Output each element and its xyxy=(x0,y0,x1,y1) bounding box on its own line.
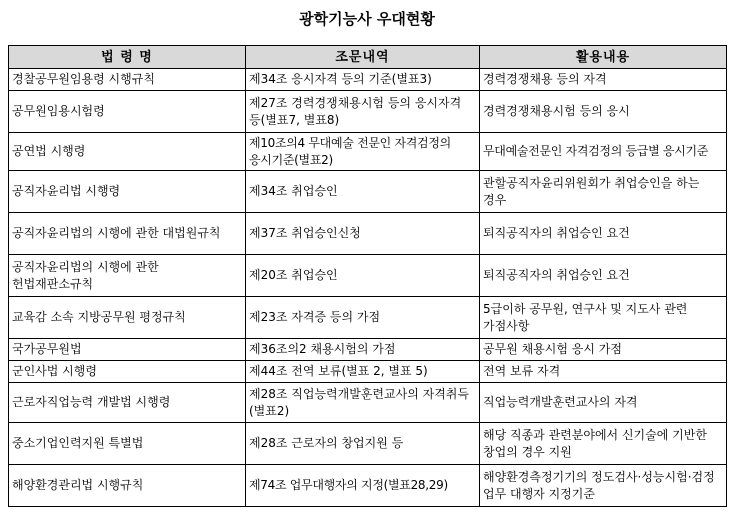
table-row xyxy=(9,297,727,339)
cell-usage: 공무원 채용시험 응시 가점 xyxy=(480,339,727,361)
cell-article: 제27조 경력경쟁채용시험 등의 응시자격 등(별표7, 별표8) xyxy=(246,91,480,133)
cell-article: 제34조 응시자격 등의 기준(별표3) xyxy=(246,69,480,91)
table-row xyxy=(9,213,727,255)
cell-article: 제34조 취업승인 xyxy=(246,171,480,213)
header-law-name: 법 령 명 xyxy=(9,46,246,69)
cell-article: 제10조의4 무대예술 전문인 자격검정의 응시기준(별표2) xyxy=(246,133,480,171)
cell-article: 제20조 취업승인 xyxy=(246,255,480,297)
cell-usage: 퇴직공직자의 취업승인 요건 xyxy=(480,213,727,255)
cell-article: 제28조 직업능력개발훈련교사의 자격취득(별표2) xyxy=(246,383,480,423)
cell-usage: 직업능력개발훈련교사의 자격 xyxy=(480,383,727,423)
cell-usage: 해양환경측정기기의 정도검사·성능시험·검정 업무 대행자 지정기준 xyxy=(480,465,727,507)
table-row xyxy=(9,171,727,213)
cell-usage: 경력경쟁채용시험 등의 응시 xyxy=(480,91,727,133)
cell-article: 제28조 근로자의 창업지원 등 xyxy=(246,423,480,465)
cell-usage: 퇴직공직자의 취업승인 요건 xyxy=(480,255,727,297)
cell-usage: 전역 보류 자격 xyxy=(480,361,727,383)
table-row xyxy=(9,339,727,361)
cell-law: 공직자윤리법의 시행에 관한 대법원규칙 xyxy=(9,213,246,255)
cell-article: 제37조 취업승인신청 xyxy=(246,213,480,255)
cell-usage: 경력경쟁채용 등의 자격 xyxy=(480,69,727,91)
cell-law: 공무원임용시험령 xyxy=(9,91,246,133)
table-row xyxy=(9,383,727,423)
table-row xyxy=(9,133,727,171)
cell-usage: 해당 직종과 관련분야에서 신기술에 기반한 창업의 경우 지원 xyxy=(480,423,727,465)
preference-table xyxy=(8,45,727,507)
cell-law: 공연법 시행령 xyxy=(9,133,246,171)
header-usage: 활용내용 xyxy=(480,46,727,69)
table-row xyxy=(9,69,727,91)
table-row xyxy=(9,361,727,383)
table-row xyxy=(9,255,727,297)
cell-law: 교육감 소속 지방공무원 평정규칙 xyxy=(9,297,246,339)
header-article: 조문내역 xyxy=(246,46,480,69)
page-title: 광학기능사 우대현황 xyxy=(299,10,435,28)
table-row xyxy=(9,423,727,465)
cell-article: 제44조 전역 보류(별표 2, 별표 5) xyxy=(246,361,480,383)
table-row xyxy=(9,91,727,133)
cell-law: 중소기업인력지원 특별법 xyxy=(9,423,246,465)
cell-law: 경찰공무원임용령 시행규칙 xyxy=(9,69,246,91)
cell-article: 제74조 업무대행자의 지정(별표28,29) xyxy=(246,465,480,507)
cell-usage: 5급이하 공무원, 연구사 및 지도사 관련 가점사항 xyxy=(480,297,727,339)
cell-law: 근로자직업능력 개발법 시행령 xyxy=(9,383,246,423)
cell-law: 공직자윤리법 시행령 xyxy=(9,171,246,213)
cell-law: 국가공무원법 xyxy=(9,339,246,361)
cell-article: 제36조의2 채용시험의 가점 xyxy=(246,339,480,361)
cell-law: 공직자윤리법의 시행에 관한 헌법재판소규칙 xyxy=(9,255,246,297)
table-header-row xyxy=(9,46,727,69)
cell-usage: 무대예술전문인 자격검정의 등급별 응시기준 xyxy=(480,133,727,171)
cell-usage: 관할공직자윤리위원회가 취업승인을 하는 경우 xyxy=(480,171,727,213)
cell-law: 군인사법 시행령 xyxy=(9,361,246,383)
cell-article: 제23조 자격증 등의 가점 xyxy=(246,297,480,339)
table-row xyxy=(9,465,727,507)
cell-law: 해양환경관리법 시행규칙 xyxy=(9,465,246,507)
